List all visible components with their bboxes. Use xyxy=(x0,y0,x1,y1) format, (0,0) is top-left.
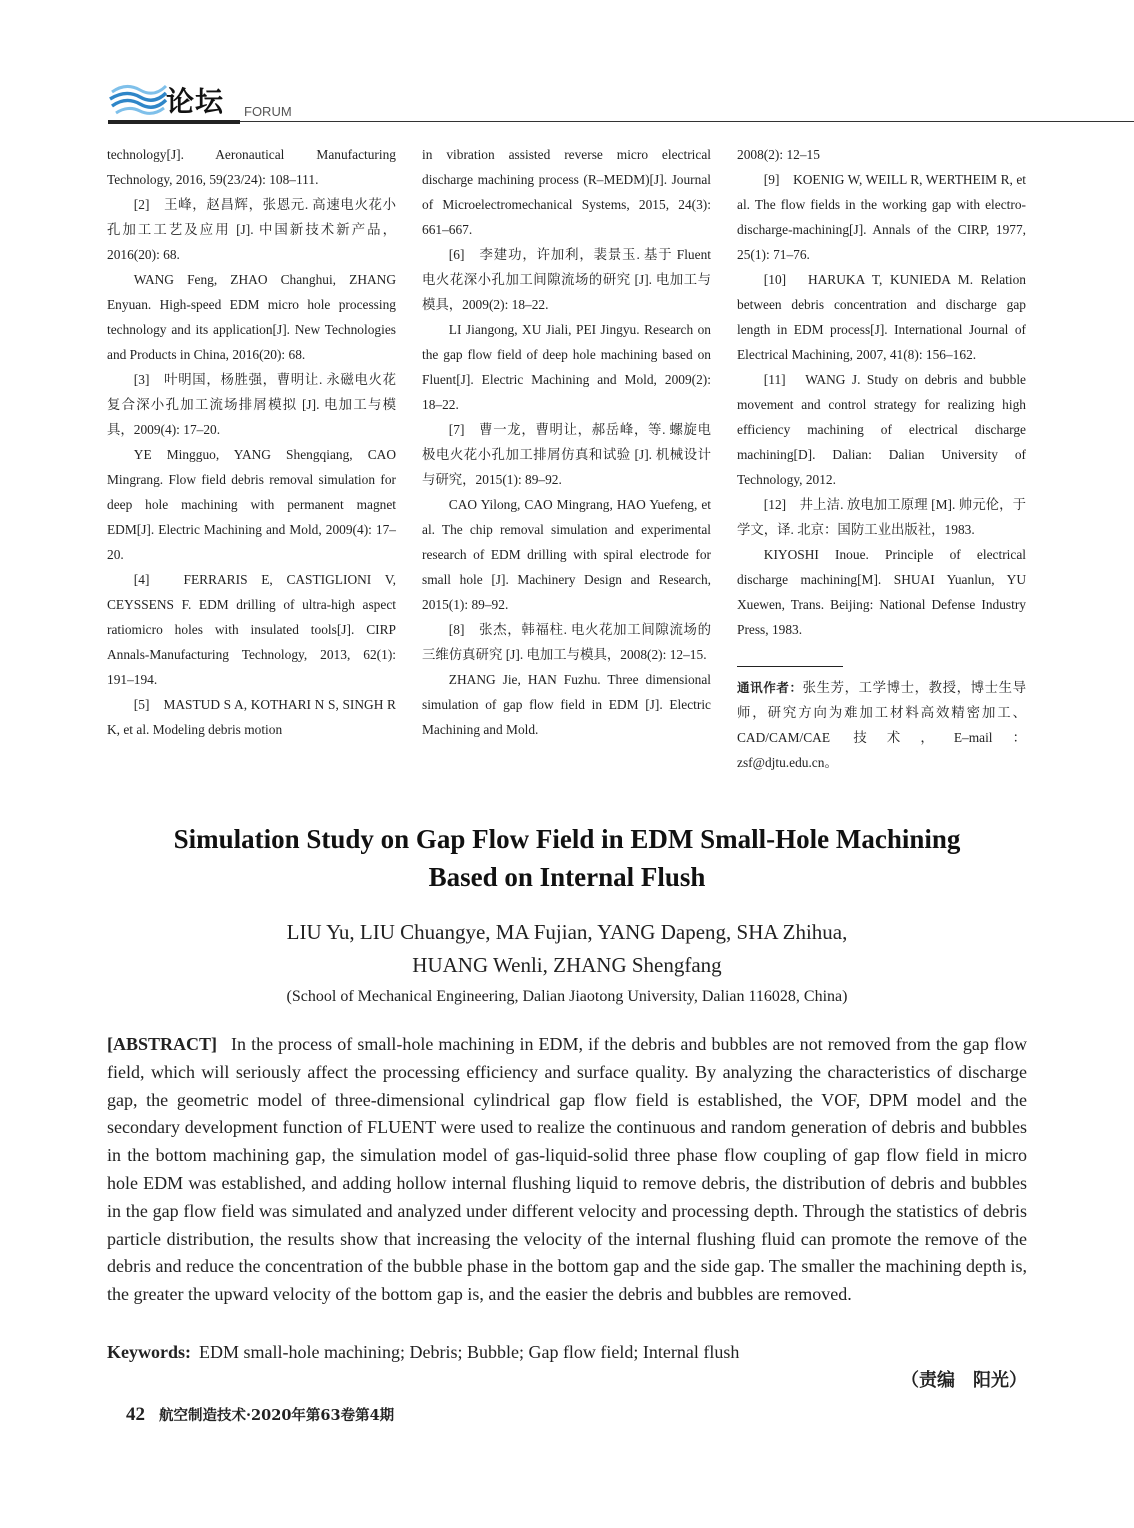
reference-entry: [3] 叶明国，杨胜强，曹明让. 永磁电火花复合深小孔加工流场排屑模拟 [J]. 电加工与模具，2009(4): 17–20. xyxy=(107,372,396,437)
abstract xyxy=(107,1031,1027,1309)
reference-entry: [4] FERRARIS E, CASTIGLIONI V, CEYSSENS F. EDM drilling of ultra-high aspect ratiomicro holes with insulated tools[J]. CIRP Annals-Manufacturing Technology, 2013, 62(1): 191–194. xyxy=(107,572,396,687)
journal-info: 航空制造技术·2020年第63卷第4期 xyxy=(159,1407,395,1424)
author-note-divider xyxy=(737,666,843,667)
paper-title-line-2: Based on Internal Flush xyxy=(428,862,706,892)
reference-entry: [8] 张杰，韩福柱. 电火花加工间隙流场的三维仿真研究 [J]. 电加工与模具，2008(2): 12–15. xyxy=(422,622,711,662)
reference-entry: [11] WANG J. Study on debris and bubble movement and control strategy for realizing high efficiency machining of electrical discharge machining[D]. Dalian: Dalian University of Technology, 2012. xyxy=(737,372,1026,487)
header-rule xyxy=(108,121,1134,122)
keywords-label: Keywords: xyxy=(107,1342,191,1362)
keywords-text: EDM small-hole machining; Debris; Bubble; Gap flow field; Internal flush xyxy=(199,1342,740,1362)
reference-entry: [6] 李建功，许加利，裴景玉. 基于 Fluent 电火花深小孔加工间隙流场的研究 [J]. 电加工与模具，2009(2): 18–22. xyxy=(422,247,711,312)
reference-entry: in vibration assisted reverse micro electrical discharge machining process (R–MEDM)[J]. Journal of Microelectromechanical Systems, 2015, 24(3): 661–667. xyxy=(422,147,711,237)
reference-entry: KIYOSHI Inoue. Principle of electrical discharge machining[M]. SHUAI Yuanlun, YU Xuewen, Trans. Beijing: National Defense Industry Press, 1983. xyxy=(737,547,1026,637)
reference-entry: CAO Yilong, CAO Mingrang, HAO Yuefeng, et al. The chip removal simulation and experimental research of EDM drilling with spiral electrode for small hole [J]. Machinery Design and Research, 2015(1): 89–92. xyxy=(422,497,711,612)
reference-entry: ZHANG Jie, HAN Fuzhu. Three dimensional simulation of gap flow field in EDM [J]. Electric Machining and Mold. xyxy=(422,672,711,737)
paper-title-line-1: Simulation Study on Gap Flow Field in EDM Small-Hole Machining xyxy=(173,824,961,854)
abstract-label: [ABSTRACT] xyxy=(107,1034,218,1054)
paper-title xyxy=(107,820,1027,896)
reference-entry: [5] MASTUD S A, KOTHARI N S, SINGH R K, et al. Modeling debris motion xyxy=(107,697,396,737)
corresponding-author-note xyxy=(737,675,1026,775)
reference-entry: LI Jiangong, XU Jiali, PEI Jingyu. Research on the gap flow field of deep hole machining based on Fluent[J]. Electric Machining and Mold, 2009(2): 18–22. xyxy=(422,322,711,412)
author-note-label: 通讯作者： xyxy=(737,680,803,695)
author-affiliation: (School of Mechanical Engineering, Dalian Jiaotong University, Dalian 116028, China) xyxy=(286,988,848,1005)
editor-credit: （责编 阳光） xyxy=(901,1370,1027,1391)
reference-entry: [12] 井上洁. 放电加工原理 [M]. 帅元伦，于学文，译. 北京：国防工业出版社，1983. xyxy=(737,497,1026,537)
abstract-text: In the process of small-hole machining in EDM, if the debris and bubbles are not removed from the gap flow field, which will seriously affect the processing efficiency and surface quality. By analyzing the characteristics of discharge gap, the geometric model of three-dimensional cylindrical gap flow field is established, the VOF, DPM model and the secondary development function of FLUENT were used to realize the continuous and random generation of debris and bubbles in the bottom machining gap, the simulation model of gas-liquid-solid three phase flow coupling of gap flow field in micro hole EDM was established, and adding hollow internal flushing liquid to remove debris, the distribution of debris and bubbles in the gap flow field was simulated and analyzed under different velocity and processing depth. Through the statistics of debris particle distribution, the results show that increasing the velocity of the internal flushing fluid can promote the remove of the debris and reduce the concentration of the bubble phase in the bottom gap and the side gap. The smaller the machining depth is, the greater the upward velocity of the bottom gap is, and the easier the debris and bubbles are removed. xyxy=(107,1034,1027,1305)
references-column-2 xyxy=(422,142,711,742)
page-footer xyxy=(126,1404,394,1434)
authors-line-1: LIU Yu, LIU Chuangye, MA Fujian, YANG Dapeng, SHA Zhihua, xyxy=(286,920,848,944)
author-note-text: 张生芳，工学博士，教授，博士生导师，研究方向为难加工材料高效精密加工、CAD/CAM/CAE 技术，E–mail：zsf@djtu.edu.cn。 xyxy=(737,680,1026,770)
paper-authors xyxy=(107,916,1027,982)
reference-entry: technology[J]. Aeronautical Manufacturing Technology, 2016, 59(23/24): 108–111. xyxy=(107,147,396,187)
keywords xyxy=(107,1339,1027,1365)
reference-entry: WANG Feng, ZHAO Changhui, ZHANG Enyuan. High-speed EDM micro hole processing technology and its application[J]. New Technologies and Products in China, 2016(20): 68. xyxy=(107,272,396,362)
page-header xyxy=(108,76,1134,128)
section-title-cn: 论坛 xyxy=(166,85,225,118)
reference-entry: [9] KOENIG W, WEILL R, WERTHEIM R, et al. The flow fields in the working gap with electro-discharge-machining[J]. Annals of the CIRP, 1977, 25(1): 71–76. xyxy=(737,172,1026,262)
references-column-1 xyxy=(107,142,396,742)
reference-entry: [7] 曹一龙，曹明让，郝岳峰，等. 螺旋电极电火花小孔加工排屑仿真和试验 [J]. 机械设计与研究，2015(1): 89–92. xyxy=(422,422,711,487)
reference-entry: [10] HARUKA T, KUNIEDA M. Relation between debris concentration and discharge gap length in EDM process[J]. International Journal of Electrical Machining, 2007, 41(8): 156–162. xyxy=(737,272,1026,362)
references-column-3 xyxy=(737,142,1026,775)
reference-entry: YE Mingguo, YANG Shengqiang, CAO Mingrang. Flow field debris removal simulation for deep hole machining with permanent magnet EDM[J]. Electric Machining and Mold, 2009(4): 17–20. xyxy=(107,447,396,562)
wave-logo-icon xyxy=(108,80,170,120)
authors-line-2: HUANG Wenli, ZHANG Shengfang xyxy=(412,953,722,977)
page-number: 42 xyxy=(126,1404,145,1425)
reference-entry: [2] 王峰，赵昌辉，张恩元. 高速电火花小孔加工工艺及应用 [J]. 中国新技术新产品，2016(20): 68. xyxy=(107,197,396,262)
section-title-en: FORUM xyxy=(244,104,292,119)
reference-entry: 2008(2): 12–15 xyxy=(737,147,820,162)
header-tab-bar xyxy=(108,120,240,124)
